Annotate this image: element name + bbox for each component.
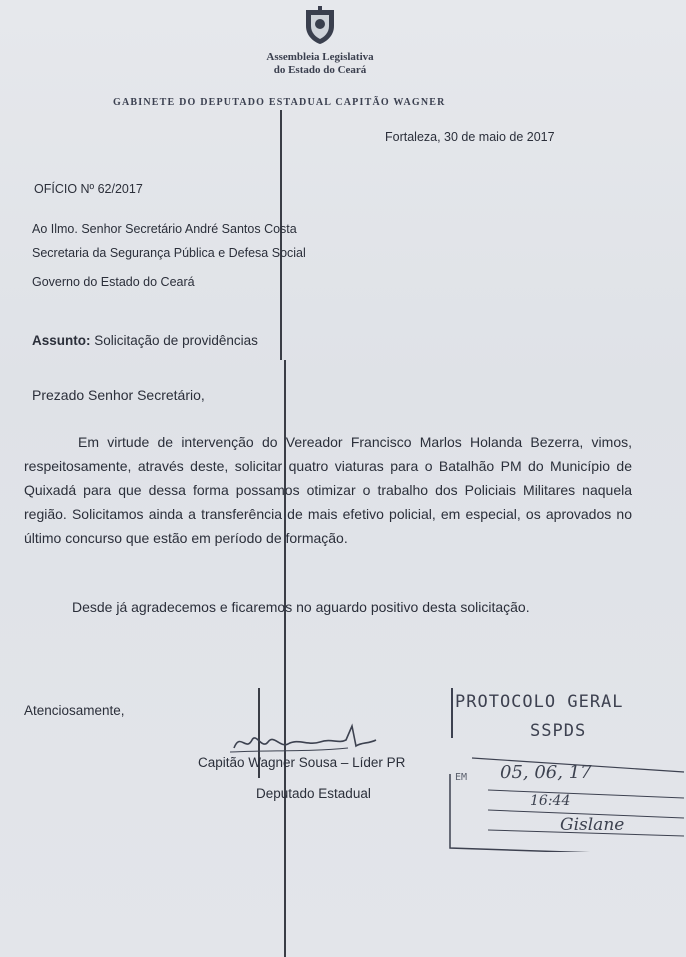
addressee-line2: Secretaria da Segurança Pública e Defesa Social xyxy=(32,246,306,260)
coat-of-arms-icon xyxy=(302,6,338,46)
reference-number: OFÍCIO Nº 62/2017 xyxy=(34,182,143,196)
subject-text: Solicitação de providências xyxy=(94,333,258,348)
subject-label: Assunto: xyxy=(32,333,91,348)
stamp-receiver-signature: Gislane xyxy=(560,815,625,835)
handwritten-signature xyxy=(228,722,398,758)
closing: Atenciosamente, xyxy=(24,703,125,718)
stamp-time: 16:44 xyxy=(530,793,571,809)
body-paragraph-1: Em virtude de intervenção do Vereador Francisco Marlos Holanda Bezerra, vimos, respeitosamente, através deste, solicitar quatro viaturas para o Batalhão PM do Município de Quixadá para que dessa forma possamos otimizar o trabalho dos Policiais Militares naquela região. Solicitamos ainda a transferência de mais efetivo policial, em especial, os aprovados no último concurso que estão em período de formação. xyxy=(24,434,632,546)
stamp-agency: SSPDS xyxy=(530,721,587,741)
salutation: Prezado Senhor Secretário, xyxy=(32,387,205,403)
signatory-name: Capitão Wagner Sousa – Líder PR xyxy=(198,755,406,770)
letter-body xyxy=(24,430,632,550)
stamp-received-date: 05, 06, 17 xyxy=(500,762,592,783)
date-line: Fortaleza, 30 de maio de 2017 xyxy=(385,130,555,144)
stamp-title: PROTOCOLO GERAL xyxy=(455,692,624,712)
stamp-em-label: EM xyxy=(455,772,468,783)
signatory-role: Deputado Estadual xyxy=(256,786,371,801)
body-paragraph-2: Desde já agradecemos e ficaremos no aguardo positivo desta solicitação. xyxy=(72,599,530,615)
institution-name-line1: Assembleia Legislativa xyxy=(266,51,374,63)
addressee-line3: Governo do Estado do Ceará xyxy=(32,275,195,289)
subject-line xyxy=(32,333,258,348)
institution-name-line2: do Estado do Ceará xyxy=(273,64,367,76)
addressee-line1: Ao Ilmo. Senhor Secretário André Santos Costa xyxy=(32,222,297,236)
office-header: GABINETE DO DEPUTADO ESTADUAL CAPITÃO WAGNER xyxy=(113,97,446,108)
